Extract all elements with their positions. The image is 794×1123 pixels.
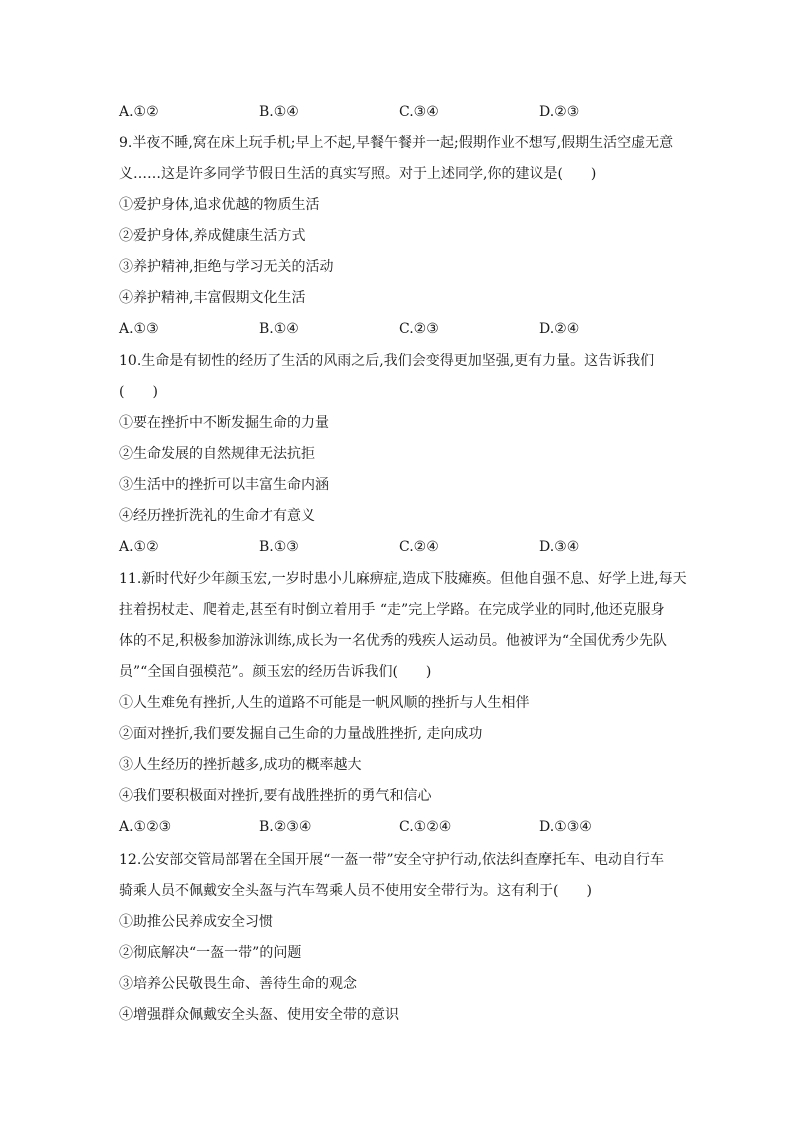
q9-option-a: A.①③ bbox=[119, 321, 159, 337]
q10-statement-4: ④经历挫折洗礼的生命才有意义 bbox=[119, 508, 315, 524]
q12-statement-4: ④增强群众佩戴安全头盔、使用安全带的意识 bbox=[119, 1007, 399, 1023]
q12-stem-line-2: 骑乘人员不佩戴安全头盔与汽车驾乘人员不使用安全带行为。这有利于( ) bbox=[119, 883, 592, 899]
q11-statement-4: ④我们要积极面对挫折,要有战胜挫折的勇气和信心 bbox=[119, 788, 432, 804]
q8-option-c: C.③④ bbox=[399, 104, 439, 120]
q11-statement-1: ①人生难免有挫折,人生的道路不可能是一帆风顺的挫折与人生相伴 bbox=[119, 695, 530, 711]
question-11 bbox=[119, 564, 687, 843]
q10-option-a: A.①② bbox=[119, 539, 159, 555]
q11-statement-3: ③人生经历的挫折越多,成功的概率越大 bbox=[119, 757, 362, 773]
q11-option-a: A.①②③ bbox=[119, 819, 172, 835]
q9-statement-2: ②爱护身体,养成健康生活方式 bbox=[119, 228, 306, 244]
question-12 bbox=[119, 845, 679, 1031]
q8-options bbox=[119, 97, 679, 128]
q11-options bbox=[119, 812, 679, 843]
q10-stem-line-2: ( ) bbox=[119, 384, 158, 400]
q12-statement-2: ②彻底解决“一盔一带”的问题 bbox=[119, 945, 302, 961]
question-9 bbox=[119, 128, 679, 345]
q12-statement-3: ③培养公民敬畏生命、善待生命的观念 bbox=[119, 976, 357, 992]
q11-statement-2: ②面对挫折,我们要发掘自己生命的力量战胜挫折, 走向成功 bbox=[119, 726, 483, 742]
q10-statement-2: ②生命发展的自然规律无法抗拒 bbox=[119, 446, 315, 462]
q12-statement-1: ①助推公民养成安全习惯 bbox=[119, 914, 273, 930]
question-8 bbox=[119, 97, 679, 128]
q9-stem-line-1: 9.半夜不睡,窝在床上玩手机;早上不起,早餐午餐并一起;假期作业不想写,假期生活空虚无意 bbox=[119, 135, 674, 151]
q10-options bbox=[119, 532, 679, 563]
q10-statement-1: ①要在挫折中不断发掘生命的力量 bbox=[119, 415, 329, 431]
q8-option-a: A.①② bbox=[119, 104, 159, 120]
q9-option-c: C.②③ bbox=[399, 321, 439, 337]
q11-stem-line-4: 员”“全国自强模范”。颜玉宏的经历告诉我们( ) bbox=[119, 664, 432, 680]
q12-stem-line-1: 12.公安部交管局部署在全国开展“一盔一带”安全守护行动,依法纠查摩托车、电动自行车 bbox=[119, 852, 665, 868]
q8-option-b: B.①④ bbox=[259, 104, 299, 120]
q9-stem-line-2: 义……这是许多同学节假日生活的真实写照。对于上述同学,你的建议是( ) bbox=[119, 166, 597, 182]
q10-statement-3: ③生活中的挫折可以丰富生命内涵 bbox=[119, 477, 329, 493]
q11-option-d: D.①③④ bbox=[539, 819, 592, 835]
q11-stem-line-3: 体的不足,积极参加游泳训练,成长为一名优秀的残疾人运动员。他被评为“全国优秀少先队 bbox=[119, 633, 668, 649]
question-10 bbox=[119, 346, 679, 563]
q10-option-c: C.②④ bbox=[399, 539, 439, 555]
q10-option-b: B.①③ bbox=[259, 539, 299, 555]
q10-option-d: D.③④ bbox=[539, 539, 580, 555]
q8-option-d: D.②③ bbox=[539, 104, 580, 120]
q9-options bbox=[119, 314, 679, 345]
q11-stem-line-1: 11.新时代好少年颜玉宏,一岁时患小儿麻痹症,造成下肢瘫痪。但他自强不息、好学上进,每天 bbox=[119, 571, 687, 587]
q9-statement-3: ③养护精神,拒绝与学习无关的活动 bbox=[119, 259, 334, 275]
q11-option-b: B.②③④ bbox=[259, 819, 312, 835]
q11-stem-line-2: 拄着拐杖走、爬着走,甚至有时倒立着用手 “走”完上学路。在完成学业的同时,他还克服身 bbox=[119, 602, 665, 618]
q9-option-d: D.②④ bbox=[539, 321, 580, 337]
q9-statement-4: ④养护精神,丰富假期文化生活 bbox=[119, 290, 306, 306]
q9-statement-1: ①爱护身体,追求优越的物质生活 bbox=[119, 197, 320, 213]
q10-stem-line-1: 10.生命是有韧性的经历了生活的风雨之后,我们会变得更加坚强,更有力量。这告诉我们 bbox=[119, 353, 655, 369]
q9-option-b: B.①④ bbox=[259, 321, 299, 337]
q11-option-c: C.①②④ bbox=[399, 819, 452, 835]
